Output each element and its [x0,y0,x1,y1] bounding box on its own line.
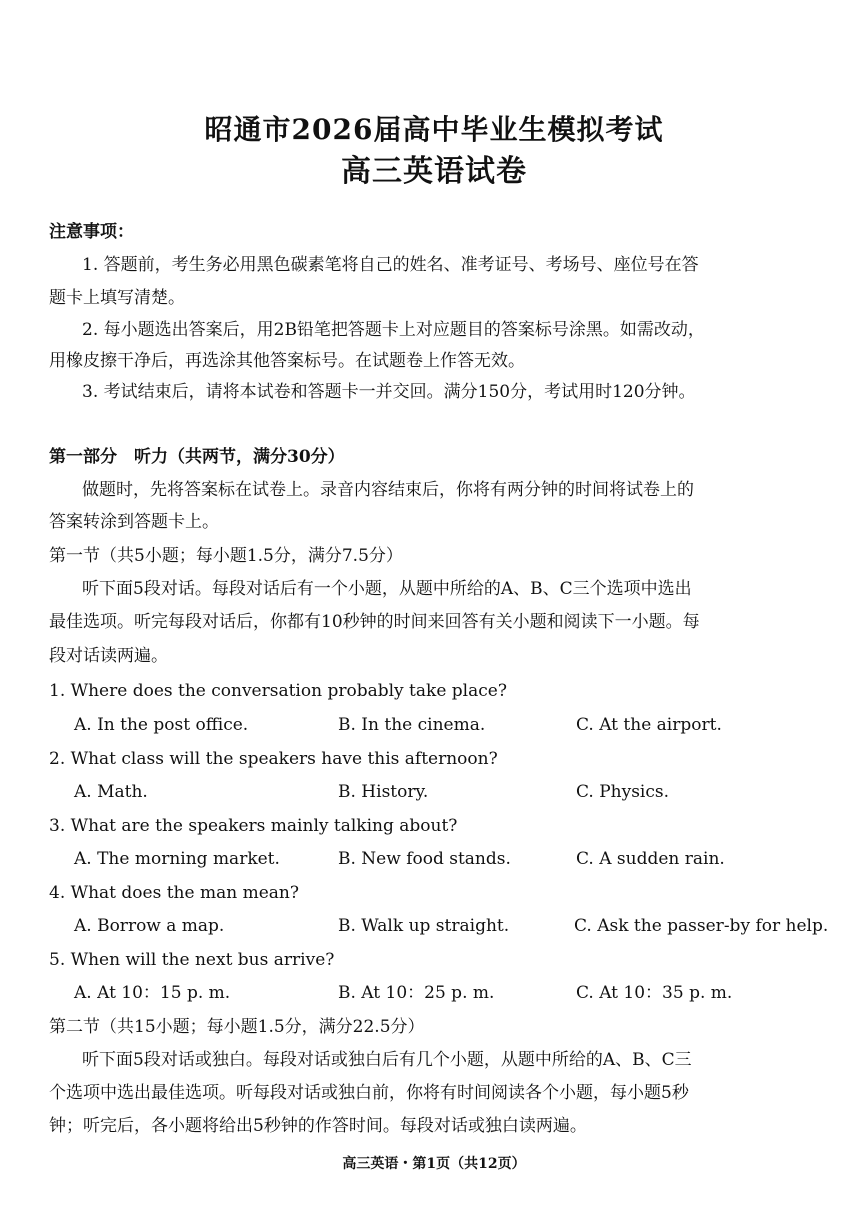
notes-item-2-line-2: 用橡皮擦干净后，再选涂其他答案标号。在试题卷上作答无效。 [49,351,525,371]
section2-intro-line-1: 听下面5段对话或独白。每段对话或独白后有几个小题，从题中所给的A、B、C三 [82,1050,692,1070]
question-3: 3. What are the speakers mainly talking about? [49,816,458,836]
question-4-option-b: B. Walk up straight. [338,916,510,936]
section2-intro-line-2: 个选项中选出最佳选项。听每段对话或独白前，你将有时间阅读各个小题，每小题5秒 [49,1083,689,1103]
question-3-option-b: B. New food stands. [338,849,511,869]
section1-heading: 第一节（共5小题；每小题1.5分，满分7.5分） [49,546,403,566]
part1-intro-line-2: 答案转涂到答题卡上。 [49,512,219,532]
question-5-option-c: C. At 10：35 p. m. [576,983,733,1003]
section1-intro-line-2: 最佳选项。听完每段对话后，你都有10秒钟的时间来回答有关小题和阅读下一小题。每 [49,612,700,632]
question-3-option-a: A. The morning market. [74,849,280,869]
part1-intro-line-1: 做题时，先将答案标在试卷上。录音内容结束后，你将有两分钟的时间将试卷上的 [82,480,694,500]
exam-subtitle: 高三英语试卷 [341,154,527,189]
question-2-option-c: C. Physics. [576,782,670,802]
question-5: 5. When will the next bus arrive? [49,950,335,970]
exam-title: 昭通市2026届高中毕业生模拟考试 [204,113,664,146]
question-2: 2. What class will the speakers have this afternoon? [49,749,498,769]
notes-item-1-line-2: 题卡上填写清楚。 [49,288,185,308]
section1-intro-line-3: 段对话读两遍。 [49,646,168,666]
section2-intro-line-3: 钟；听完后，各小题将给出5秒钟的作答时间。每段对话或独白读两遍。 [49,1116,587,1136]
question-4-option-c: C. Ask the passer-by for help. [574,916,829,936]
question-2-option-a: A. Math. [74,782,148,802]
question-1: 1. Where does the conversation probably take place? [49,681,507,701]
question-4: 4. What does the man mean? [49,883,299,903]
section2-heading: 第二节（共15小题；每小题1.5分，满分22.5分） [49,1017,425,1037]
part1-heading: 第一部分 听力（共两节，满分30分） [49,447,345,467]
notes-heading: 注意事项： [49,222,134,242]
question-2-option-b: B. History. [338,782,429,802]
question-5-option-b: B. At 10：25 p. m. [338,983,495,1003]
question-1-option-a: A. In the post office. [74,715,249,735]
notes-item-3: 3. 考试结束后，请将本试卷和答题卡一并交回。满分150分，考试用时120分钟。 [82,382,696,402]
question-4-option-a: A. Borrow a map. [74,916,225,936]
notes-item-1-line-1: 1. 答题前，考生务必用黑色碳素笔将自己的姓名、准考证号、考场号、座位号在答 [82,255,699,275]
question-5-option-a: A. At 10：15 p. m. [74,983,231,1003]
question-3-option-c: C. A sudden rain. [576,849,725,869]
section1-intro-line-1: 听下面5段对话。每段对话后有一个小题，从题中所给的A、B、C三个选项中选出 [82,579,692,599]
page-footer: 高三英语・第1页（共12页） [342,1156,526,1172]
question-1-option-c: C. At the airport. [576,715,722,735]
notes-item-2-line-1: 2. 每小题选出答案后，用2B铅笔把答题卡上对应题目的答案标号涂黑。如需改动， [82,320,705,340]
question-1-option-b: B. In the cinema. [338,715,486,735]
